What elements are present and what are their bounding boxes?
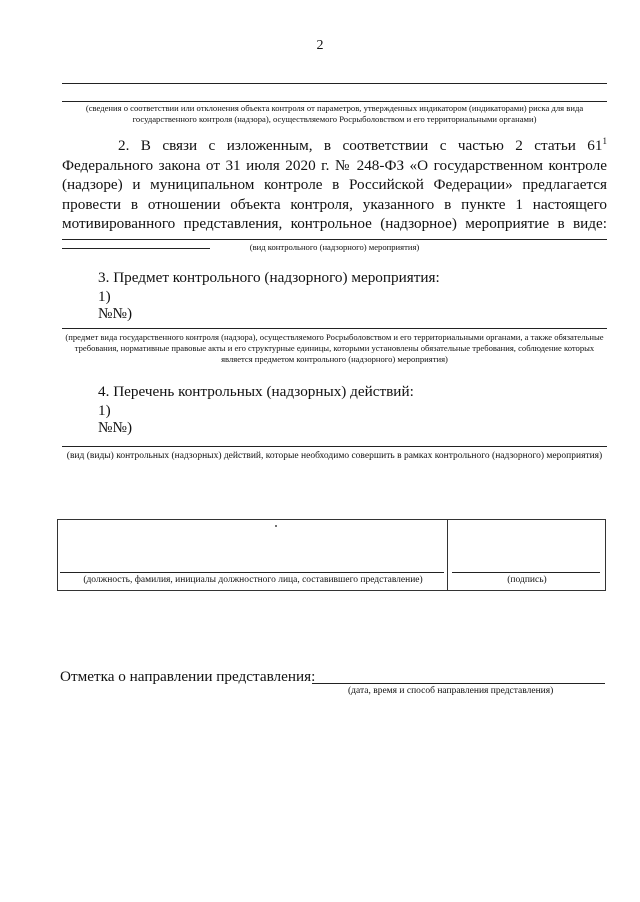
position-caption: (должность, фамилия, инициалы должностного лица, составившего представление)	[83, 575, 423, 585]
section3-heading: 3. Предмет контрольного (надзорного) мероприятия:	[98, 269, 440, 286]
info-fill-line-2[interactable]	[62, 101, 607, 102]
position-fill-line[interactable]	[60, 572, 444, 573]
section2-text-a: 2. В связи с изложенным, в соответствии с частью 2 статьи 61	[118, 137, 603, 154]
section4-item-1: 1)	[98, 402, 111, 419]
page-number: 2	[316, 38, 324, 53]
actions-fill-line[interactable]	[62, 446, 607, 447]
signature-fill-line[interactable]	[452, 572, 600, 573]
dispatch-caption: (дата, время и способ направления представления)	[348, 686, 554, 696]
dispatch-fill-line[interactable]	[312, 683, 605, 684]
subject-fill-line[interactable]	[62, 328, 607, 329]
section4-item-2: №№)	[98, 419, 133, 436]
section3-item-2: №№)	[98, 305, 133, 322]
section3-caption: (предмет вида государственного контроля (надзора), осуществляемого Росрыболовством и его территориальными органами, а также обязательные требования, нормативные правовые акты и его структурные единицы, которыми установлены обязательные требования, соблюдение которых является предметом контрольного (надзорного) мероприятия)	[65, 332, 604, 364]
event-type-fill-line[interactable]	[62, 239, 607, 240]
dispatch-label: Отметка о направлении представления:	[60, 668, 316, 685]
signature-caption: (подпись)	[507, 575, 547, 585]
section3-item-1: 1)	[98, 288, 111, 305]
section4-caption: (вид (виды) контрольных (надзорных) действий, которые необходимо совершить в рамках контрольного (надзорного) мероприятия)	[66, 451, 603, 461]
signature-table	[57, 519, 606, 591]
section4-heading: 4. Перечень контрольных (надзорных) действий:	[98, 383, 414, 400]
section2-caption: (вид контрольного (надзорного) мероприятия)	[249, 242, 420, 252]
section2-text-b: Федерального закона от 31 июля 2020 г. № 248-ФЗ «О государственном контроле (надзоре) и муниципальном контроле в Российской Федерации» предлагается провести в отношении объекта контроля, указанного в пункте 1 настоящего мотивированного представления, контрольное (надзорное) мероприятие в виде:	[62, 156, 607, 233]
scan-speck	[275, 525, 277, 527]
section2-sup: 1	[602, 135, 607, 146]
section2-paragraph	[62, 136, 607, 255]
section1-caption: (сведения о соответствии или отклонения объекта контроля от параметров, утвержденных индикатором (индикаторами) риска для вида государственного контроля (надзора), осуществляемого Росрыболовством и его территориальными органами)	[85, 103, 584, 124]
signature-divider	[447, 520, 448, 590]
info-fill-line[interactable]	[62, 83, 607, 84]
